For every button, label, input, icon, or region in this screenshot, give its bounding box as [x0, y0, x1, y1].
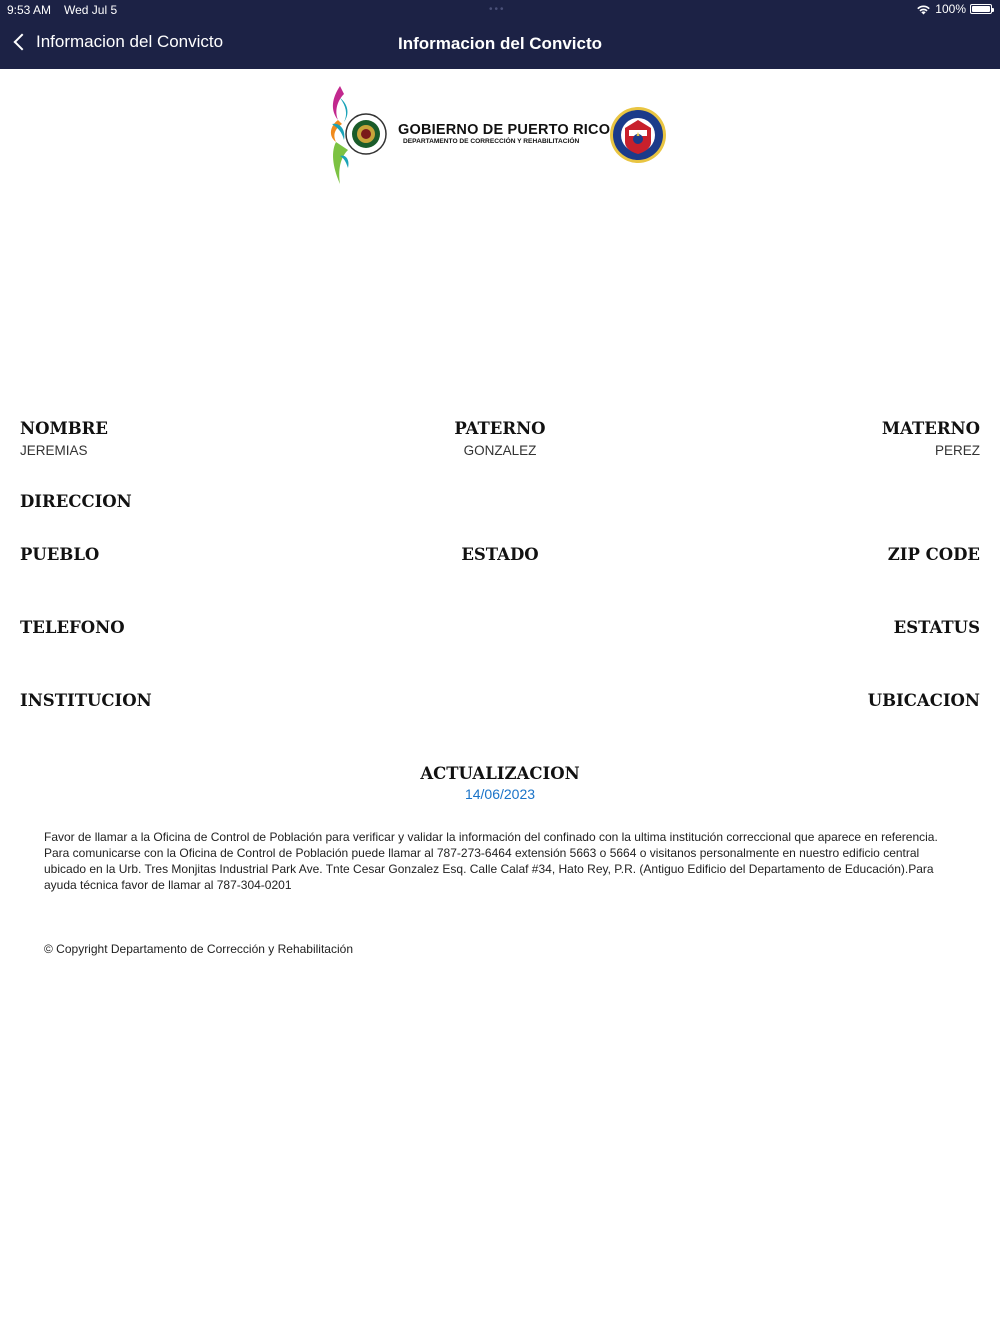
label-ubicacion: UBICACION	[867, 691, 980, 710]
value-materno: PEREZ	[934, 443, 980, 458]
label-pueblo: PUEBLO	[20, 545, 100, 564]
label-paterno: PATERNO	[454, 419, 546, 438]
label-estado: ESTADO	[461, 545, 539, 564]
wifi-icon	[916, 4, 931, 15]
value-paterno: GONZALEZ	[463, 443, 537, 458]
back-button-label: Informacion del Convicto	[36, 32, 224, 51]
value-actualizacion: 14/06/2023	[464, 786, 536, 802]
copyright-text: © Copyright Departamento de Corrección y Rehabilitación	[44, 942, 353, 956]
notice-text: Favor de llamar a la Oficina de Control de Población para verificar y validar la información del confinado con la ultima institución correccional que aparece en referencia. Para comunicarse con la Oficina de Control de Población puede llamar al 787-273-6464 extensión 5663 o 5664 o visitanos personalmente en nuestro edificio central ubicado en la Urb. Tres Monjitas Industrial Park Ave. Tnte Cesar Gonzalez Esq. Calle Calaf #34, Hato Rey, P.R. (Antiguo Edificio del Departamento de Educación).Para ayuda técnica favor de llamar al 787-304-0201	[44, 830, 938, 892]
multitasking-dots-icon[interactable]: •••	[489, 4, 506, 15]
label-zip-code: ZIP CODE	[887, 545, 980, 564]
logo-title: GOBIERNO DE PUERTO RICO	[398, 122, 611, 138]
label-telefono: TELEFONO	[20, 618, 125, 637]
battery-percent: 100%	[935, 2, 966, 16]
label-institucion: INSTITUCION	[20, 691, 152, 710]
department-seal-icon	[609, 106, 667, 164]
nav-bar	[0, 20, 1000, 69]
label-nombre: NOMBRE	[20, 419, 108, 438]
status-date: Wed Jul 5	[64, 3, 118, 17]
label-actualizacion: ACTUALIZACION	[420, 764, 580, 783]
page-title: Informacion del Convicto	[397, 34, 603, 53]
label-direccion: DIRECCION	[20, 492, 132, 511]
value-nombre: JEREMIAS	[20, 443, 88, 458]
battery-icon	[970, 4, 992, 14]
puerto-rico-flame-logo-icon	[326, 84, 390, 188]
label-estatus: ESTATUS	[893, 618, 980, 637]
status-bar	[0, 0, 1000, 20]
logo-subtitle: DEPARTAMENTO DE CORRECCIÓN Y REHABILITACIÓN	[403, 138, 580, 145]
label-materno: MATERNO	[881, 419, 980, 438]
status-time: 9:53 AM	[7, 3, 52, 17]
status-right	[916, 2, 992, 16]
government-logo	[326, 84, 671, 188]
